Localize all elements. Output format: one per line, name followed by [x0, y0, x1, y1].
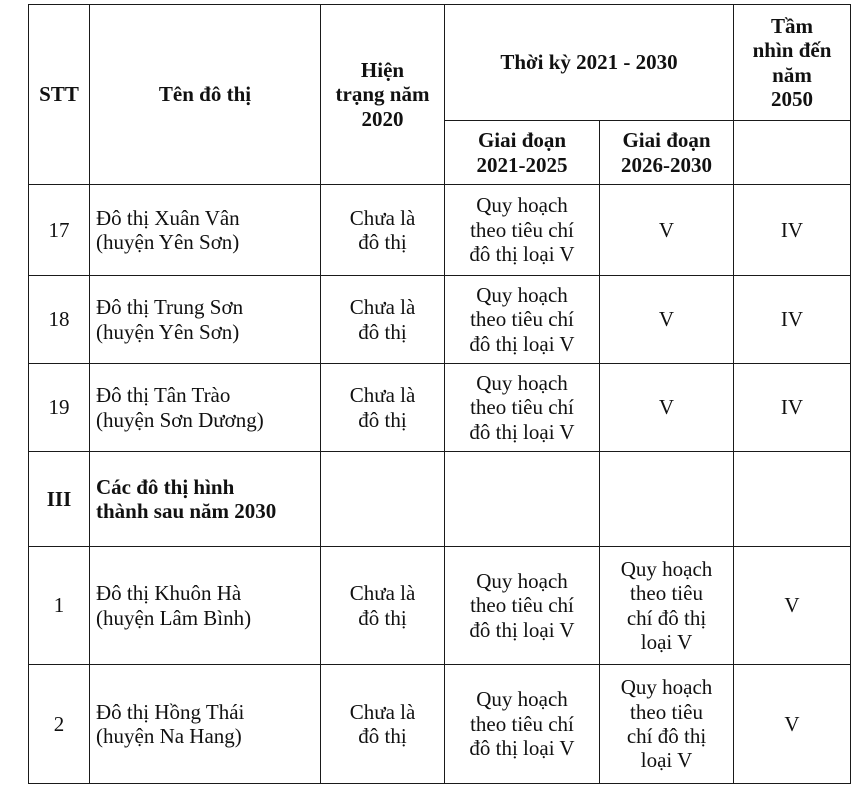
table-row	[29, 547, 851, 665]
row-stt: 1	[29, 547, 90, 665]
row-vision: V	[734, 547, 851, 665]
header-current: Hiện trạng năm 2020	[321, 5, 445, 185]
row-current: Chưa là đô thị	[321, 185, 445, 276]
section-name: Các đô thị hình thành sau năm 2030	[90, 452, 321, 547]
row-vision: V	[734, 665, 851, 784]
row-phase2: V	[600, 364, 734, 452]
row-phase1: Quy hoạch theo tiêu chí đô thị loại V	[445, 665, 600, 784]
row-current: Chưa là đô thị	[321, 276, 445, 364]
row-stt: 19	[29, 364, 90, 452]
row-name: Đô thị Hồng Thái (huyện Na Hang)	[90, 665, 321, 784]
header-period: Thời kỳ 2021 - 2030	[445, 5, 734, 121]
row-stt: 18	[29, 276, 90, 364]
row-name: Đô thị Xuân Vân (huyện Yên Sơn)	[90, 185, 321, 276]
table-row	[29, 364, 851, 452]
row-name: Đô thị Khuôn Hà (huyện Lâm Bình)	[90, 547, 321, 665]
row-stt: 2	[29, 665, 90, 784]
header-empty-cell	[734, 121, 851, 185]
table-row	[29, 276, 851, 364]
row-name: Đô thị Tân Trào (huyện Sơn Dương)	[90, 364, 321, 452]
header-phase1: Giai đoạn 2021-2025	[445, 121, 600, 185]
row-phase2: V	[600, 276, 734, 364]
row-phase1: Quy hoạch theo tiêu chí đô thị loại V	[445, 547, 600, 665]
row-current: Chưa là đô thị	[321, 665, 445, 784]
row-phase1: Quy hoạch theo tiêu chí đô thị loại V	[445, 276, 600, 364]
row-phase2: Quy hoạch theo tiêu chí đô thị loại V	[600, 547, 734, 665]
row-current: Chưa là đô thị	[321, 364, 445, 452]
row-vision: IV	[734, 364, 851, 452]
row-name: Đô thị Trung Sơn (huyện Yên Sơn)	[90, 276, 321, 364]
row-phase1: Quy hoạch theo tiêu chí đô thị loại V	[445, 185, 600, 276]
header-row-1	[29, 5, 851, 121]
row-phase2: Quy hoạch theo tiêu chí đô thị loại V	[600, 665, 734, 784]
section-row	[29, 452, 851, 547]
table-row	[29, 665, 851, 784]
row-vision: IV	[734, 276, 851, 364]
row-phase1: Quy hoạch theo tiêu chí đô thị loại V	[445, 364, 600, 452]
table-row	[29, 185, 851, 276]
header-vision: Tầm nhìn đến năm 2050	[734, 5, 851, 121]
header-phase2: Giai đoạn 2026-2030	[600, 121, 734, 185]
urban-planning-table	[28, 4, 851, 784]
header-name: Tên đô thị	[90, 5, 321, 185]
section-stt: III	[29, 452, 90, 547]
row-current: Chưa là đô thị	[321, 547, 445, 665]
row-phase2: V	[600, 185, 734, 276]
header-stt: STT	[29, 5, 90, 185]
row-vision: IV	[734, 185, 851, 276]
row-stt: 17	[29, 185, 90, 276]
